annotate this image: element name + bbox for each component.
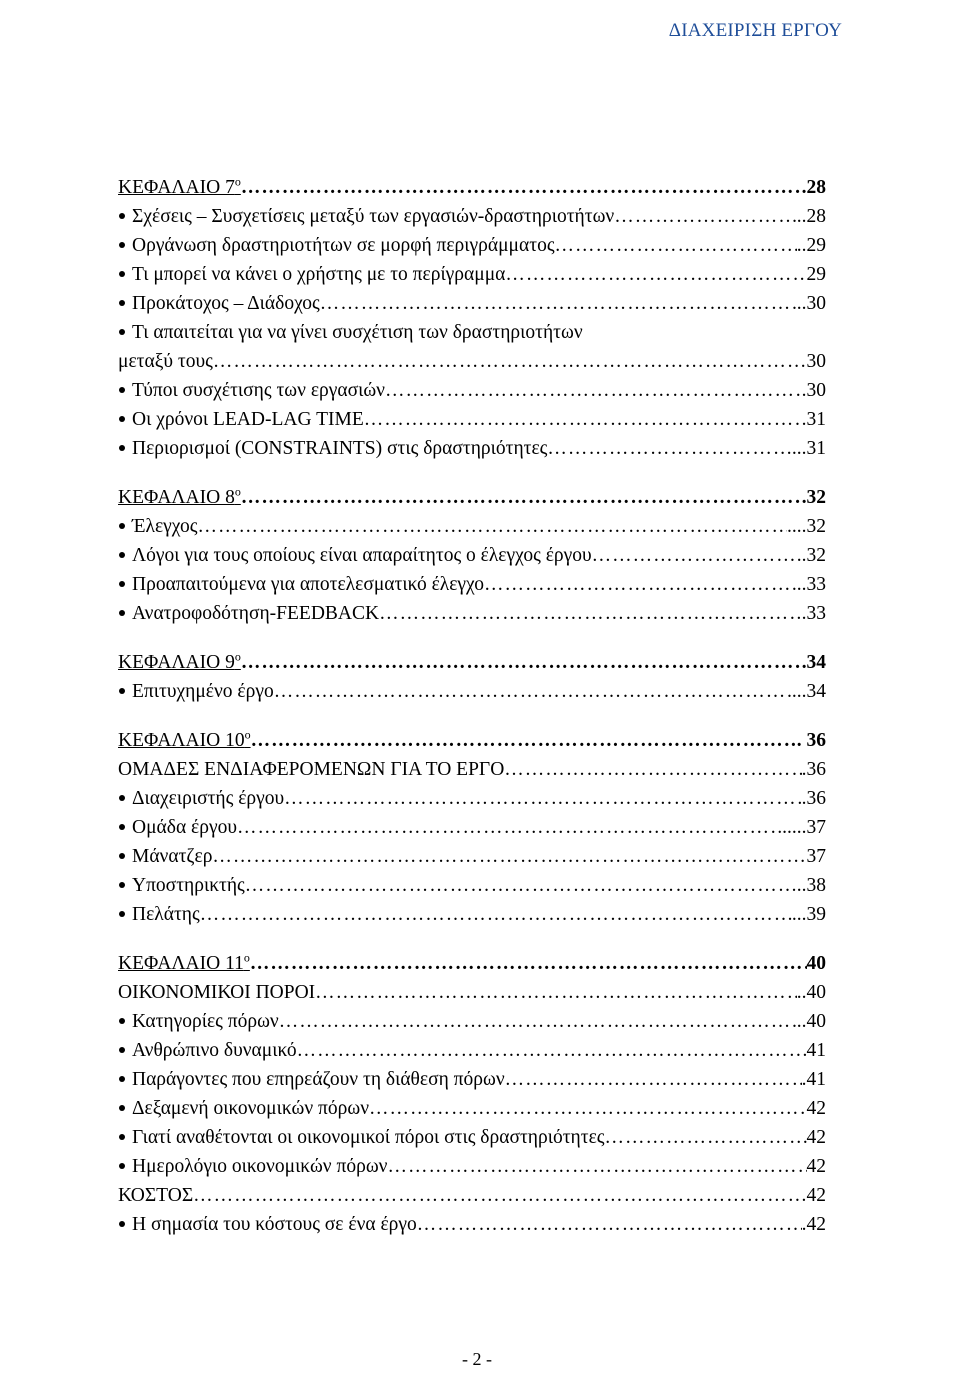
entry-text: Σχέσεις – Συσχετίσεις μεταξύ των εργασιών-δραστηριοτήτων [132, 206, 615, 227]
toc-entry[interactable] [118, 405, 826, 434]
entry-text: Λόγοι για τους οποίους είναι απαραίτητος ο έλεγχος έργου [132, 545, 592, 566]
entry-text: Τύποι συσχέτισης των εργασιών [132, 380, 385, 401]
dot-leader [369, 1094, 806, 1123]
entry-text: Γιατί αναθέτονται οι οικονομικοί πόροι στις δραστηριότητες [132, 1127, 605, 1148]
chapter-label: ΚΕΦΑΛΑΙΟ $11^o$ [118, 950, 250, 974]
page-number: 29 [806, 264, 826, 285]
chapter-label: ΚΕΦΑΛΑΙΟ $7^o$ [118, 174, 241, 198]
toc-entry[interactable] [118, 434, 826, 463]
dot-leader [284, 784, 801, 813]
toc-entry[interactable] [118, 842, 826, 871]
page-number: ..40 [796, 1011, 826, 1032]
page-number: ..29 [796, 235, 826, 256]
section-heading[interactable] [118, 978, 826, 1007]
toc-entry[interactable] [118, 260, 826, 289]
page-number: 37 [806, 846, 826, 867]
entry-text: Διαχειριστής έργου [132, 788, 285, 809]
dot-leader [241, 648, 807, 677]
entry-text: Προαπαιτούμενα για αποτελεσματικό έλεγχο [132, 574, 485, 595]
entry-text: Τι απαιτείται για να γίνει συσχέτιση των δραστηριοτήτων [132, 322, 583, 343]
toc-entry[interactable] [118, 813, 826, 842]
page-number: ..40 [796, 982, 826, 1003]
dot-leader [274, 677, 792, 706]
dot-leader [484, 570, 792, 599]
page-number: 40 [806, 953, 826, 974]
dot-leader [212, 842, 806, 871]
page-number: ..28 [796, 206, 826, 227]
page-number: 42 [806, 1185, 826, 1206]
dot-leader [237, 813, 782, 842]
dot-leader [200, 900, 792, 929]
page-number: .31 [801, 409, 826, 430]
entry-text: Ημερολόγιο οικονομικών πόρων [132, 1156, 388, 1177]
page-number: 32 [806, 487, 826, 508]
entry-text: Τι μπορεί να κάνει ο χρήστης με το περίγραμμα [132, 264, 506, 285]
page-number: ..30 [796, 293, 826, 314]
dot-leader [297, 1036, 807, 1065]
running-header: ΔΙΑΧΕΙΡΙΣΗ ΕΡΓΟΥ [668, 20, 842, 41]
entry-text: Πελάτης [132, 904, 200, 925]
dot-leader [364, 405, 802, 434]
dot-leader [504, 755, 801, 784]
dot-leader [387, 1152, 806, 1181]
dot-leader [193, 1181, 806, 1210]
page-number: . 36 [796, 730, 826, 751]
entry-text: Επιτυχημένο έργο [132, 681, 274, 702]
page-number: .41 [801, 1069, 826, 1090]
page-number: ...33 [791, 574, 826, 595]
dot-leader [417, 1210, 802, 1239]
dot-leader [241, 173, 802, 202]
entry-text: ΟΜΑΔΕΣ ΕΝΔΙΑΦΕΡΟΜΕΝΩΝ ΓΙΑ ΤΟ ΕΡΓΟ [118, 759, 505, 780]
dot-leader [505, 1065, 802, 1094]
dot-leader [241, 483, 807, 512]
dot-leader [251, 726, 797, 755]
page-number: 30 [806, 351, 826, 372]
toc-entry[interactable] [118, 1036, 826, 1065]
entry-text: Έλεγχος [132, 516, 198, 537]
entry-text: Προκάτοχος – Διάδοχος [132, 293, 320, 314]
page-number: ..38 [796, 875, 826, 896]
entry-text: Οι χρόνοι LEAD-LAG TIME [132, 409, 364, 430]
page-number: .36 [801, 788, 826, 809]
entry-text: Ανθρώπινο δυναμικό [132, 1040, 297, 1061]
toc-entry[interactable] [118, 202, 826, 231]
page-number: ..32 [796, 545, 826, 566]
chapter-heading[interactable] [118, 483, 826, 512]
chapter-heading[interactable] [118, 726, 826, 755]
chapter-label: ΚΕΦΑΛΑΙΟ $8^o$ [118, 484, 241, 508]
page-number: 42 [806, 1156, 826, 1177]
page-number: 41 [806, 1040, 826, 1061]
entry-text: Ανατροφοδότηση-FEEDBACK [132, 603, 380, 624]
toc-entry[interactable] [118, 1007, 826, 1036]
page-number: ...34 [791, 681, 826, 702]
toc-entry-continuation[interactable] [118, 347, 826, 376]
entry-text: ΚΟΣΤΟΣ [118, 1185, 194, 1206]
chapter-heading[interactable] [118, 648, 826, 677]
toc-entry[interactable] [118, 1065, 826, 1094]
chapter-label: ΚΕΦΑΛΑΙΟ $10^o$ [118, 727, 251, 751]
toc-entry[interactable] [118, 900, 826, 929]
dot-leader [213, 347, 807, 376]
dot-leader [605, 1123, 807, 1152]
toc-entry[interactable] [118, 231, 826, 260]
toc-entry[interactable] [118, 512, 826, 541]
toc-entry[interactable] [118, 871, 826, 900]
page-number: ....32 [787, 516, 826, 537]
chapter-label: ΚΕΦΑΛΑΙΟ $9^o$ [118, 649, 241, 673]
page-number: .33 [801, 603, 826, 624]
toc-entry[interactable] [118, 570, 826, 599]
page-number: .....37 [782, 817, 826, 838]
page-number: 42 [806, 1098, 826, 1119]
entry-text: Περιορισμοί (CONSTRAINTS) στις δραστηριότητες [132, 438, 548, 459]
dot-leader [379, 599, 802, 628]
dot-leader [614, 202, 797, 231]
page-footer-number: - 2 - [462, 1349, 492, 1369]
dot-leader [592, 541, 797, 570]
entry-text: Δεξαμενή οικονομικών πόρων [132, 1098, 370, 1119]
entry-text: μεταξύ τους [118, 351, 213, 372]
page-number: ...31 [791, 438, 826, 459]
dot-leader [198, 512, 788, 541]
page-number: .28 [801, 177, 826, 198]
entry-text: Μάνατζερ [132, 846, 213, 867]
section-heading[interactable] [118, 1181, 826, 1210]
dot-leader [279, 1007, 797, 1036]
entry-text: Κατηγορίες πόρων [132, 1011, 279, 1032]
table-of-contents [118, 173, 826, 1239]
dot-leader [385, 376, 802, 405]
page-number: .42 [801, 1214, 826, 1235]
toc-entry[interactable] [118, 541, 826, 570]
toc-entry[interactable] [118, 1152, 826, 1181]
entry-text: Ομάδα έργου [132, 817, 237, 838]
dot-leader [245, 871, 797, 900]
dot-leader [505, 260, 806, 289]
page-number: 42 [806, 1127, 826, 1148]
entry-text: Παράγοντες που επηρεάζουν τη διάθεση πόρων [132, 1069, 505, 1090]
chapter-heading[interactable] [118, 949, 826, 978]
entry-text: ΟΙΚΟΝΟΜΙΚΟΙ ΠΟΡΟΙ [118, 982, 316, 1003]
toc-entry[interactable] [118, 376, 826, 405]
toc-entry[interactable] [118, 289, 826, 318]
dot-leader [320, 289, 797, 318]
dot-leader [555, 231, 797, 260]
dot-leader [250, 949, 807, 978]
section-heading[interactable] [118, 755, 826, 784]
entry-text: Η σημασία του κόστους σε ένα έργο [132, 1214, 417, 1235]
page-number: 34 [806, 652, 826, 673]
page-number: .30 [801, 380, 826, 401]
dot-leader [315, 978, 797, 1007]
chapter-heading[interactable] [118, 173, 826, 202]
page-number: .36 [801, 759, 826, 780]
toc-entry[interactable] [118, 599, 826, 628]
dot-leader [547, 434, 791, 463]
page-number: ...39 [791, 904, 826, 925]
entry-text: Οργάνωση δραστηριοτήτων σε μορφή περιγράμματος [132, 235, 555, 256]
toc-entry[interactable] [118, 1210, 826, 1239]
toc-entry[interactable] [118, 318, 826, 347]
toc-entry[interactable] [118, 677, 826, 706]
toc-entry[interactable] [118, 784, 826, 813]
toc-entry[interactable] [118, 1123, 826, 1152]
toc-entry[interactable] [118, 1094, 826, 1123]
entry-text: Υποστηρικτής [132, 875, 245, 896]
